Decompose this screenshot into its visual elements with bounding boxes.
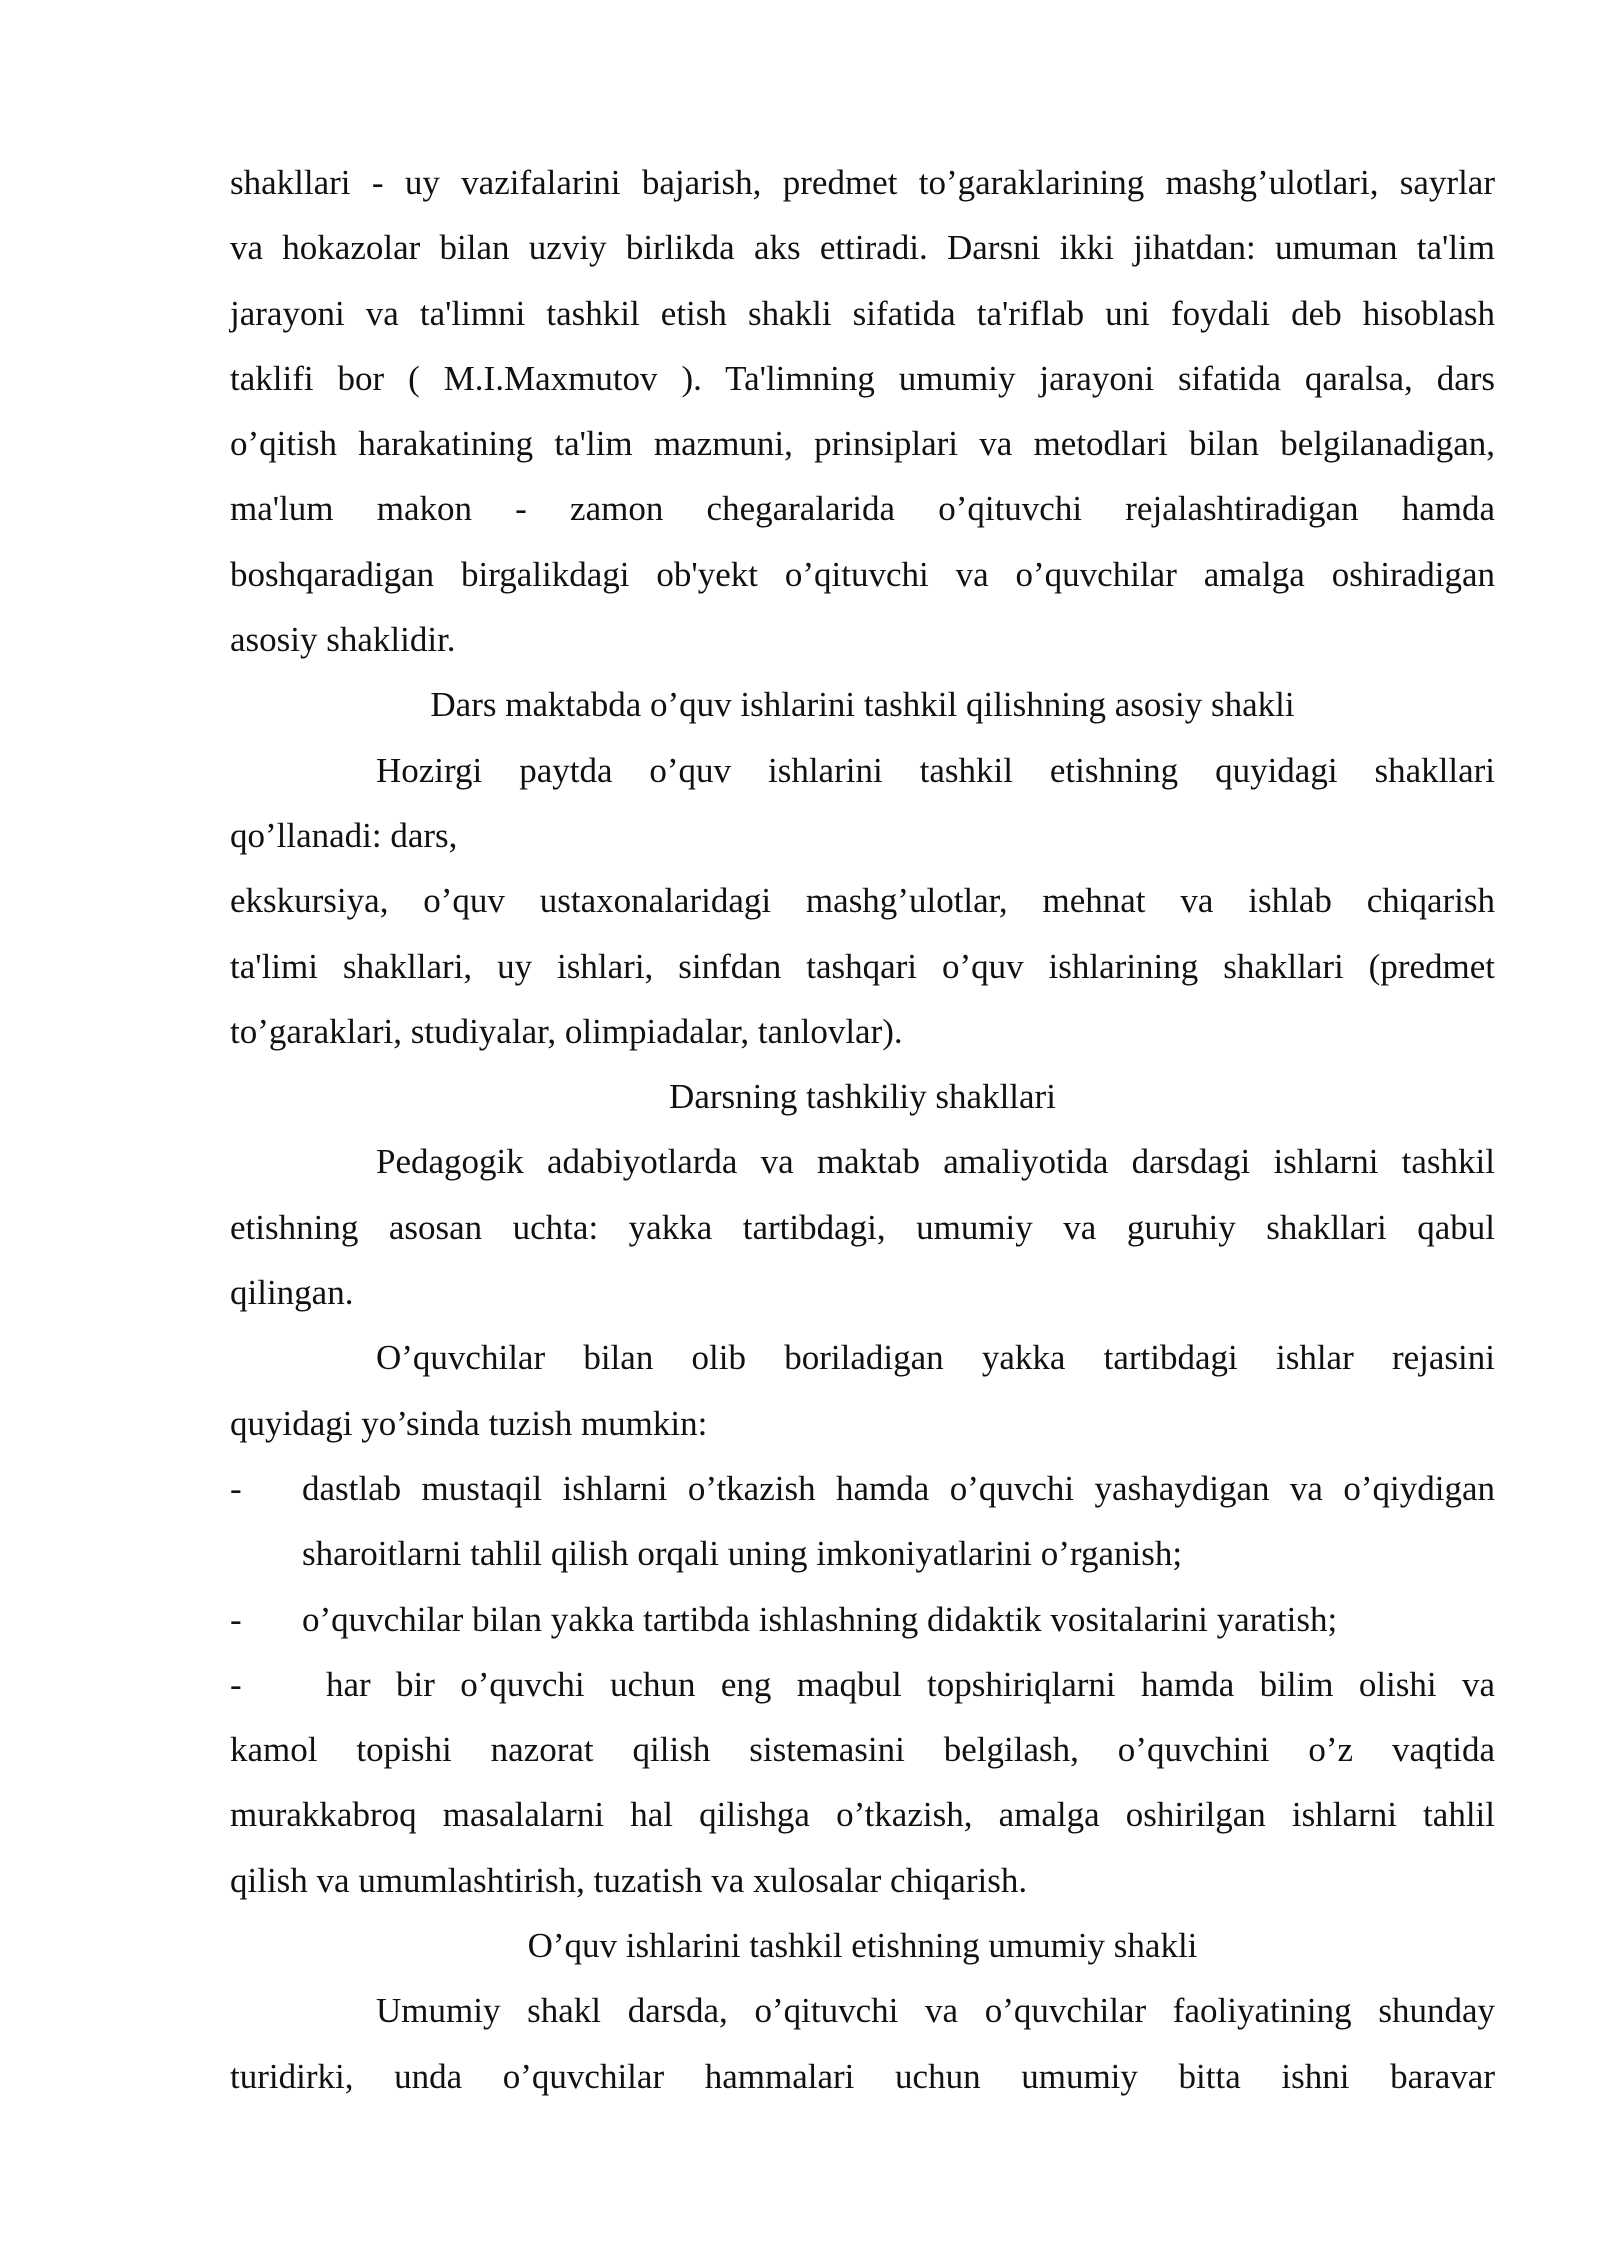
paragraph-line: va hokazolar bilan uzviy birlikda aks ettiradi. Darsni ikki jihatdan: umuman ta'lim: [230, 228, 1495, 268]
section-heading: O’quv ishlarini tashkil etishning umumiy shakli: [527, 1926, 1198, 1966]
bullet-dash: -: [230, 1664, 242, 1704]
section-heading: Dars maktabda o’quv ishlarini tashkil qilishning asosiy shakli: [430, 685, 1295, 725]
bullet-dash: -: [230, 1468, 242, 1508]
paragraph-line: Pedagogik adabiyotlarda va maktab amaliyotida darsdagi ishlarni tashkil: [376, 1142, 1495, 1182]
bullet-dash: -: [230, 1599, 242, 1639]
bullet-item: [230, 1456, 1495, 1521]
paragraph-line: ta'limi shakllari, uy ishlari, sinfdan tashqari o’quv ishlarining shakllari (predmet: [230, 946, 1495, 986]
paragraph-line: quyidagi yo’sinda tuzish mumkin:: [230, 1403, 708, 1443]
paragraph-line: qilish va umumlashtirish, tuzatish va xulosalar chiqarish.: [230, 1860, 1028, 1900]
paragraph-line: ekskursiya, o’quv ustaxonalaridagi mashg’ulotlar, mehnat va ishlab chiqarish: [230, 881, 1495, 921]
paragraph-line: O’quvchilar bilan olib boriladigan yakka tartibdagi ishlar rejasini: [376, 1338, 1495, 1378]
paragraph-line: shakllari - uy vazifalarini bajarish, predmet to’garaklarining mashg’ulotlari, sayrlar: [230, 163, 1495, 202]
paragraph-line: taklifi bor ( M.I.Maxmutov ). Ta'limning umumiy jarayoni sifatida qaralsa, dars: [230, 358, 1495, 398]
paragraph-line: asosiy shaklidir.: [230, 620, 456, 660]
bullet-continuation: sharoitlarni tahlil qilish orqali uning imkoniyatlarini o’rganish;: [302, 1534, 1183, 1574]
paragraph-line: ma'lum makon - zamon chegaralarida o’qituvchi rejalashtiradigan hamda: [230, 489, 1495, 529]
paragraph-line: qo’llanadi: dars,: [230, 815, 458, 855]
paragraph-line: etishning asosan uchta: yakka tartibdagi, umumiy va guruhiy shakllari qabul: [230, 1207, 1495, 1247]
bullet-text: har bir o’quvchi uchun eng maqbul topshiriqlarni hamda bilim olishi va: [326, 1664, 1495, 1704]
paragraph-line: to’garaklari, studiyalar, olimpiadalar, tanlovlar).: [230, 1011, 903, 1051]
bullet-item: [230, 1652, 1495, 1717]
bullet-text: o’quvchilar bilan yakka tartibda ishlashning didaktik vositalarini yaratish;: [302, 1599, 1338, 1639]
paragraph-line: murakkabroq masalalarni hal qilishga o’tkazish, amalga oshirilgan ishlarni tahlil: [230, 1795, 1495, 1835]
bullet-item: [230, 1587, 1495, 1652]
document-page: [230, 150, 1495, 2109]
paragraph-line: jarayoni va ta'limni tashkil etish shakli sifatida ta'riflab uni foydali deb hisoblash: [230, 293, 1495, 333]
paragraph-line: Hozirgi paytda o’quv ishlarini tashkil etishning quyidagi shakllari: [376, 750, 1495, 790]
section-heading: Darsning tashkiliy shakllari: [669, 1077, 1056, 1117]
bullet-text: dastlab mustaqil ishlarni o’tkazish hamda o’quvchi yashaydigan va o’qiydigan: [302, 1468, 1495, 1508]
paragraph-line: Umumiy shakl darsda, o’qituvchi va o’quvchilar faoliyatining shunday: [376, 1991, 1495, 2031]
paragraph-line: boshqaradigan birgalikdagi ob'yekt o’qituvchi va o’quvchilar amalga oshiradigan: [230, 554, 1495, 594]
paragraph-line: o’qitish harakatining ta'lim mazmuni, prinsiplari va metodlari bilan belgilanadigan,: [230, 424, 1495, 464]
paragraph-line: qilingan.: [230, 1273, 354, 1313]
paragraph-line: turidirki, unda o’quvchilar hammalari uchun umumiy bitta ishni baravar: [230, 2056, 1495, 2096]
paragraph-line: kamol topishi nazorat qilish sistemasini belgilash, o’quvchini o’z vaqtida: [230, 1730, 1495, 1770]
